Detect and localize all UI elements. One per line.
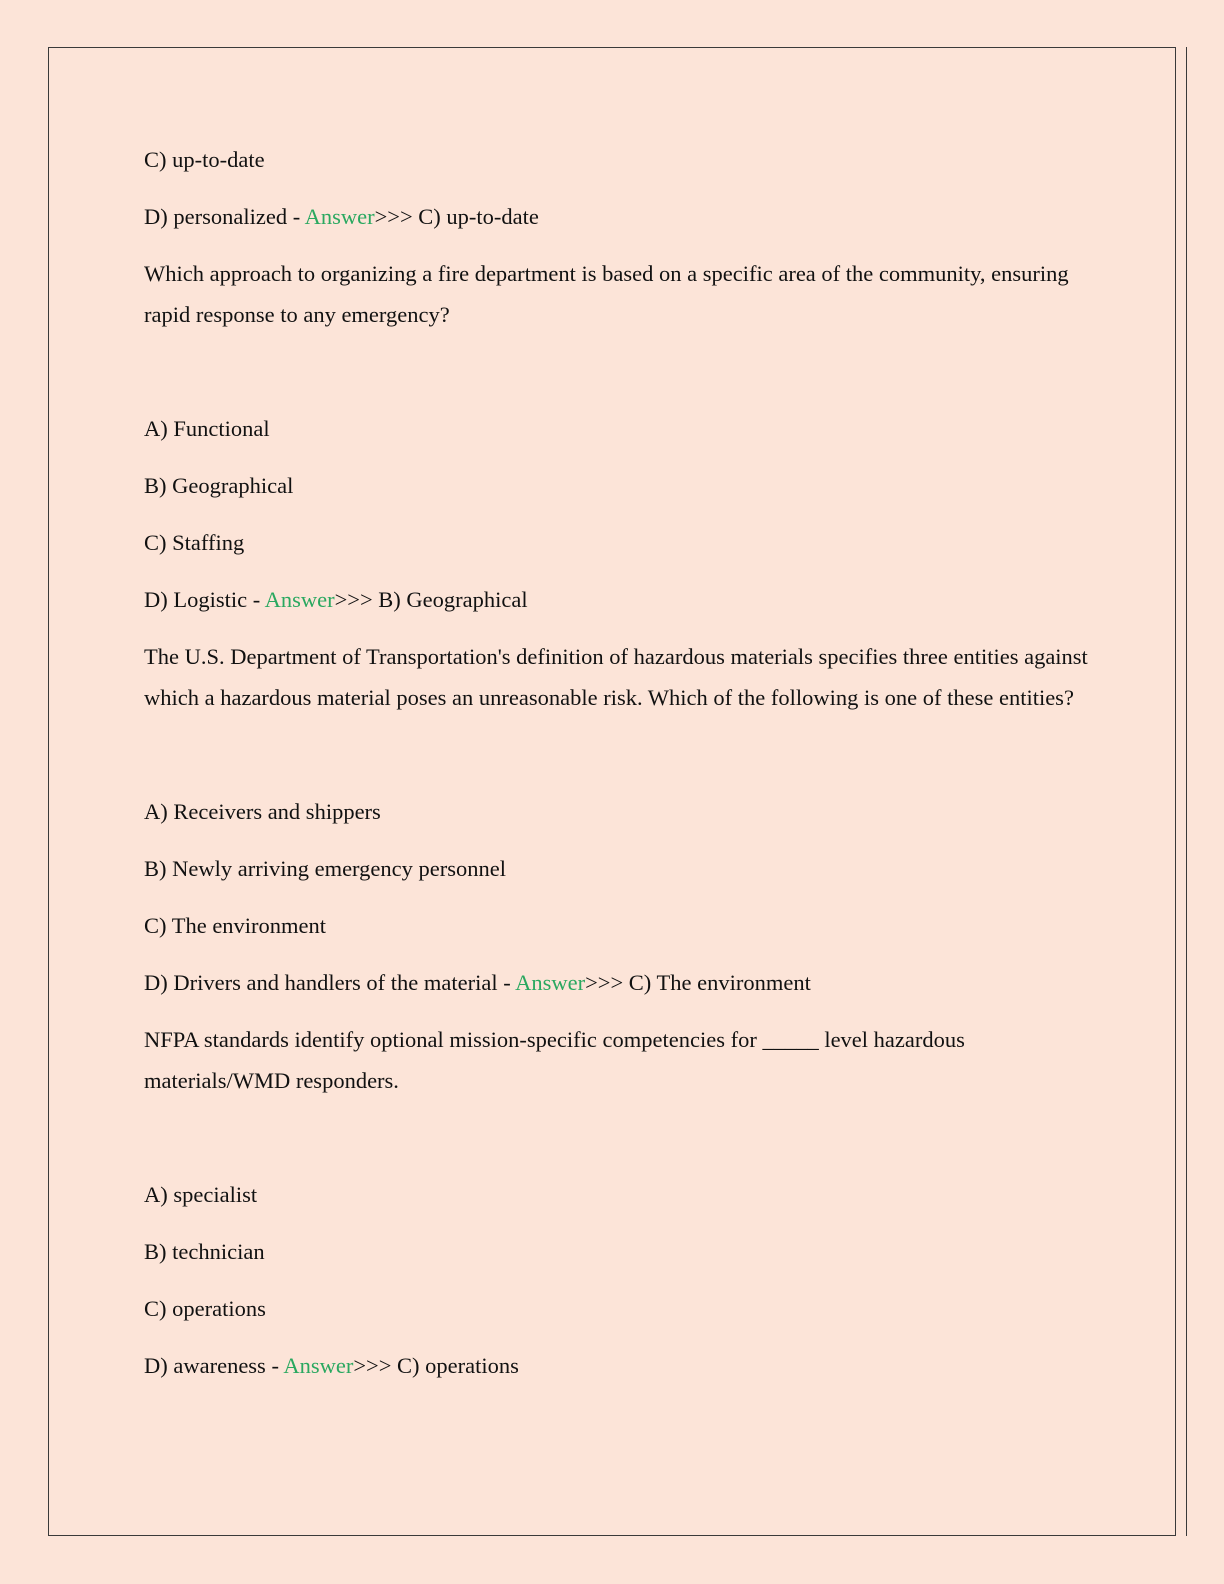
option-c: C) The environment — [144, 913, 327, 938]
question-text: Which approach to organizing a fire department is based on a specific area of the community, ensuring rapid response to any emergency? — [144, 261, 1069, 327]
option-d-with-answer — [144, 1345, 1104, 1386]
answer-value: >>> B) Geographical — [334, 587, 528, 612]
option-a: A) specialist — [144, 1182, 258, 1207]
option-c: C) Staffing — [144, 530, 245, 555]
answer-label: Answer — [304, 204, 375, 229]
option-a: A) Receivers and shippers — [144, 799, 381, 824]
option-d-with-answer — [144, 196, 1104, 237]
document-content — [144, 139, 1104, 1402]
answer-label: Answer — [283, 1353, 354, 1378]
option-b: B) technician — [144, 1239, 265, 1264]
option-d-text: D) awareness - — [144, 1353, 284, 1378]
option-a: A) Functional — [144, 416, 270, 441]
question-text: NFPA standards identify optional mission-specific competencies for _____ level hazardous materials/WMD responders. — [144, 1027, 965, 1093]
answer-label: Answer — [515, 970, 586, 995]
option-d-with-answer — [144, 962, 1104, 1003]
question-text: The U.S. Department of Transportation's definition of hazardous materials specifies three entities against which a hazardous material poses an unreasonable risk. Which of the following is one of these entities? — [144, 644, 1088, 710]
answer-value: >>> C) The environment — [585, 970, 811, 995]
spacer — [144, 734, 1104, 775]
option-d-text: D) Logistic - — [144, 587, 265, 612]
spacer — [144, 1117, 1104, 1158]
answer-value: >>> C) up-to-date — [374, 204, 539, 229]
option-b: B) Geographical — [144, 473, 294, 498]
option-d-text: D) Drivers and handlers of the material - — [144, 970, 516, 995]
option-b: B) Newly arriving emergency personnel — [144, 856, 506, 881]
answer-label: Answer — [264, 587, 335, 612]
option-c: C) up-to-date — [144, 147, 265, 172]
option-d-text: D) personalized - — [144, 204, 305, 229]
answer-value: >>> C) operations — [353, 1353, 519, 1378]
spacer — [144, 351, 1104, 392]
option-d-with-answer — [144, 579, 1104, 620]
option-c: C) operations — [144, 1296, 266, 1321]
